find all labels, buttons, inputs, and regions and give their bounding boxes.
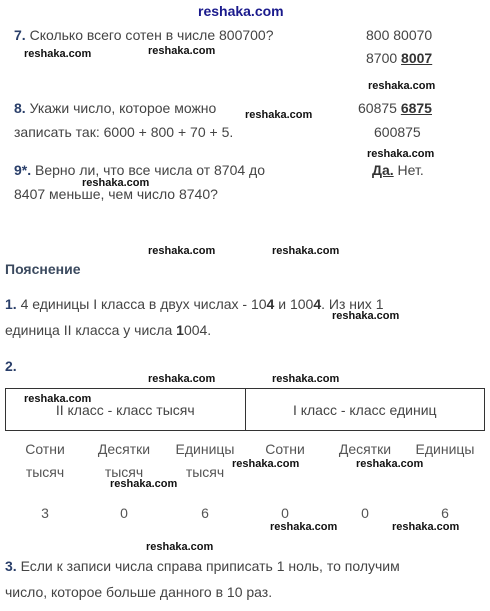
digit-cell: 0 xyxy=(361,505,369,521)
task-7-option-plain: 8700 xyxy=(366,50,402,66)
column-header xyxy=(165,438,245,484)
task-9-line1: Верно ли, что все числа от 8704 до xyxy=(35,162,266,178)
task-7-answer: 8007 xyxy=(401,50,433,66)
watermark: reshaka.com xyxy=(24,393,92,405)
task-8-line2: записать так: 6000 + 800 + 70 + 5. xyxy=(14,124,234,140)
watermark: reshaka.com xyxy=(332,310,400,322)
p1-line2-b: 004. xyxy=(183,322,212,338)
column-header-line1: Единицы xyxy=(175,441,235,457)
column-header-line2: тысяч xyxy=(185,464,225,480)
task-7-number: 7. xyxy=(14,27,26,43)
column-header-line1: Десятки xyxy=(338,441,392,457)
task-8-question xyxy=(14,100,216,116)
column-header-line2: тысяч xyxy=(25,464,65,480)
watermark: reshaka.com xyxy=(356,458,424,470)
task-7-text: Сколько всего сотен в числе 800700? xyxy=(29,27,274,43)
digit-cell: 0 xyxy=(281,505,289,521)
task-7-options-line2 xyxy=(366,50,432,66)
class-units-cell: I класс - класс единиц xyxy=(245,389,485,430)
task-7-question xyxy=(14,27,274,43)
watermark: reshaka.com xyxy=(245,109,313,121)
explanation-p3-line1 xyxy=(5,558,400,574)
watermark: reshaka.com xyxy=(82,177,150,189)
column-header xyxy=(84,438,164,484)
task-9-answer-no: Нет. xyxy=(393,162,424,178)
task-8-answer: 6875 xyxy=(400,100,432,116)
task-8-options xyxy=(358,100,432,116)
digit-cell: 6 xyxy=(441,505,449,521)
task-8-option-plain: 60875 xyxy=(358,100,401,116)
explanation-heading: Пояснение xyxy=(5,261,81,277)
watermark: reshaka.com xyxy=(392,521,460,533)
watermark: reshaka.com xyxy=(367,148,435,160)
explanation-p3-line2: число, которое больше данного в 10 раз. xyxy=(5,584,273,600)
column-header-line1: Единицы xyxy=(415,441,475,457)
p1-text-a: 4 единицы I класса в двух числах - 10 xyxy=(20,296,267,312)
watermark: reshaka.com xyxy=(148,373,216,385)
watermark: reshaka.com xyxy=(24,48,92,60)
p1-bold-b: 4 xyxy=(313,296,322,312)
watermark: reshaka.com xyxy=(198,3,284,19)
watermark: reshaka.com xyxy=(148,245,216,257)
class-table xyxy=(5,388,485,431)
column-header-line1: Сотни xyxy=(265,441,305,457)
p1-line2-bold: 1 xyxy=(176,322,184,338)
task-7-options-line1: 800 80070 xyxy=(366,27,433,43)
watermark: reshaka.com xyxy=(110,478,178,490)
column-header xyxy=(325,438,405,461)
watermark: reshaka.com xyxy=(272,245,340,257)
watermark: reshaka.com xyxy=(146,541,214,553)
watermark: reshaka.com xyxy=(232,458,300,470)
column-header-line1: Сотни xyxy=(25,441,65,457)
explanation-p1-line2 xyxy=(5,322,211,338)
task-8-line1: Укажи число, которое можно xyxy=(29,100,217,116)
p1-text-b: и 100 xyxy=(274,296,314,312)
task-9-number: 9*. xyxy=(14,162,32,178)
p1-line2-a: единица II класса у числа xyxy=(5,322,177,338)
digit-cell: 6 xyxy=(201,505,209,521)
p1-number: 1. xyxy=(5,296,17,312)
p1-bold-a: 4 xyxy=(266,296,275,312)
digit-cell: 0 xyxy=(120,505,128,521)
watermark: reshaka.com xyxy=(270,521,338,533)
column-header xyxy=(405,438,485,461)
p3-line1: Если к записи числа справа приписать 1 ноль, то получим xyxy=(16,558,400,574)
task-9-question xyxy=(14,162,265,178)
digit-cell: 3 xyxy=(41,505,49,521)
p3-number: 3. xyxy=(5,558,17,574)
class-thousands-cell: II класс - класс тысяч xyxy=(55,401,195,418)
column-header-line2: тысяч xyxy=(104,464,144,480)
watermark: reshaka.com xyxy=(148,45,216,57)
task-9-line2: 8407 меньше, чем число 8740? xyxy=(14,186,218,202)
watermark: reshaka.com xyxy=(368,80,436,92)
task-8-option2: 600875 xyxy=(374,124,421,140)
column-header xyxy=(245,438,325,461)
task-8-number: 8. xyxy=(14,100,26,116)
explanation-p1-line1 xyxy=(5,296,384,312)
watermark: reshaka.com xyxy=(272,373,340,385)
p1-text-c: . Из них 1 xyxy=(321,296,384,312)
column-header xyxy=(5,438,85,484)
task-9-answer-yes: Да. xyxy=(372,162,394,178)
task-9-answer xyxy=(372,162,424,178)
p2-number: 2. xyxy=(5,358,17,374)
column-header-line1: Десятки xyxy=(97,441,151,457)
